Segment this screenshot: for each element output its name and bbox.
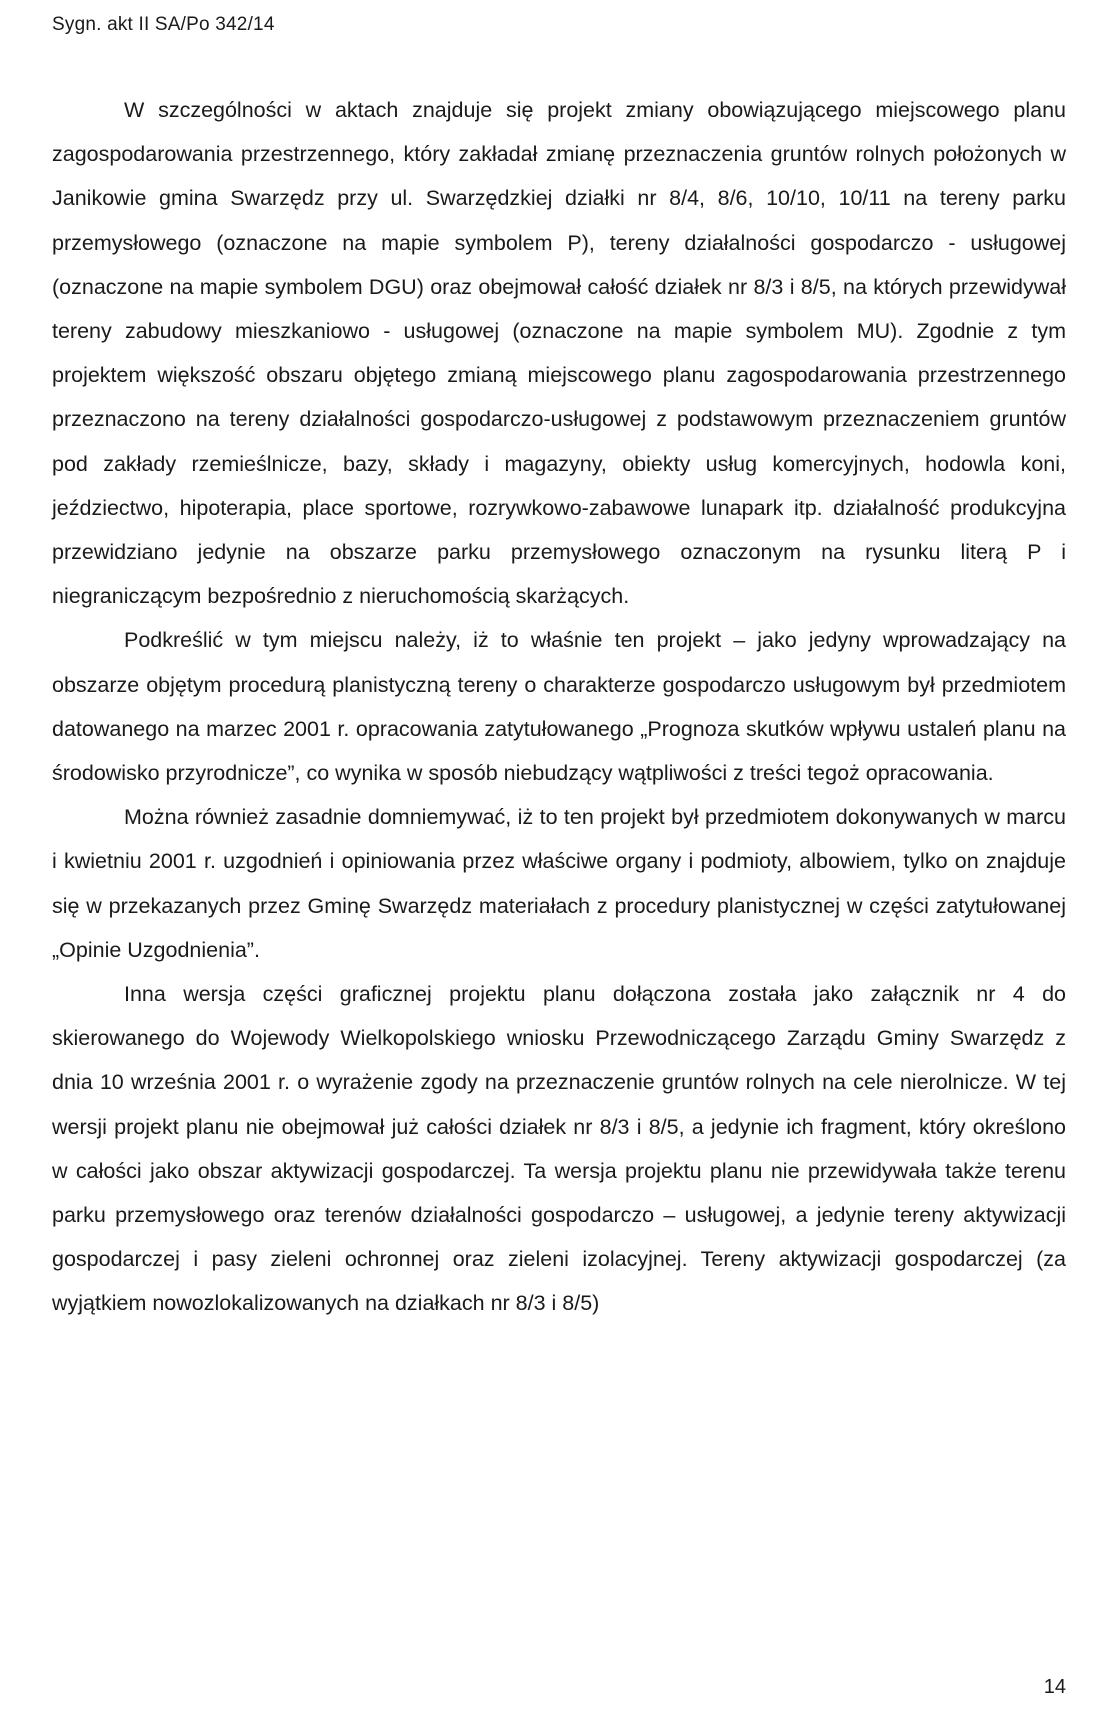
page-number: 14 bbox=[1043, 1676, 1066, 1698]
paragraph: Podkreślić w tym miejscu należy, iż to właśnie ten projekt – jako jedyny wprowadzający na obszarze objętym procedurą planistyczną tereny o charakterze gospodarczo usługowym był przedmiotem datowanego na marzec 2001 r. opracowania zatytułowanego „Prognoza skutków wpływu ustaleń planu na środowisko przyrodnicze”, co wynika w sposób niebudzący wątpliwości z treści tegoż opracowania. bbox=[52, 628, 1066, 786]
paragraph: Inna wersja części graficznej projektu planu dołączona została jako załącznik nr 4 do skierowanego do Wojewody Wielkopolskiego wniosku Przewodniczącego Zarządu Gminy Swarzędz z dnia 10 września 2001 r. o wyrażenie zgody na przeznaczenie gruntów rolnych na cele nierolnicze. W tej wersji projekt planu nie obejmował już całości działek nr 8/3 i 8/5, a jedynie ich fragment, który określono w całości jako obszar aktywizacji gospodarczej. Ta wersja projektu planu nie przewidywała także terenu parku przemysłowego oraz terenów działalności gospodarczo – usługowej, a jedynie tereny aktywizacji gospodarczej i pasy zieleni ochronnej oraz zieleni izolacyjnej. Tereny aktywizacji gospodarczej (za wyjątkiem nowozlokalizowanych na działkach nr 8/3 i 8/5) bbox=[52, 982, 1066, 1316]
case-reference: Sygn. akt II SA/Po 342/14 bbox=[52, 14, 275, 35]
paragraph: W szczególności w aktach znajduje się projekt zmiany obowiązującego miejscowego planu zagospodarowania przestrzennego, który zakładał zmianę przeznaczenia gruntów rolnych położonych w Janikowie gmina Swarzędz przy ul. Swarzędzkiej działki nr 8/4, 8/6, 10/10, 10/11 na tereny parku przemysłowego (oznaczone na mapie symbolem P), tereny działalności gospodarczo - usługowej (oznaczone na mapie symbolem DGU) oraz obejmował całość działek nr 8/3 i 8/5, na których przewidywał tereny zabudowy mieszkaniowo - usługowej (oznaczone na mapie symbolem MU). Zgodnie z tym projektem większość obszaru objętego zmianą miejscowego planu zagospodarowania przestrzennego przeznaczono na tereny działalności gospodarczo-usługowej z podstawowym przeznaczeniem gruntów pod zakłady rzemieślnicze, bazy, składy i magazyny, obiekty usług komercyjnych, hodowla koni, jeździectwo, hipoterapia, place sportowe, rozrywkowo-zabawowe lunapark itp. działalność produkcyjna przewidziano jedynie na obszarze parku przemysłowego oznaczonym na rysunku literą P i niegraniczącym bezpośrednio z nieruchomością skarżących. bbox=[52, 98, 1066, 609]
paragraph: Można również zasadnie domniemywać, iż to ten projekt był przedmiotem dokonywanych w marcu i kwietniu 2001 r. uzgodnień i opiniowania przez właściwe organy i podmioty, albowiem, tylko on znajduje się w przekazanych przez Gminę Swarzędz materiałach z procedury planistycznej w części zatytułowanej „Opinie Uzgodnienia”. bbox=[52, 805, 1066, 962]
document-body bbox=[52, 88, 1066, 1326]
